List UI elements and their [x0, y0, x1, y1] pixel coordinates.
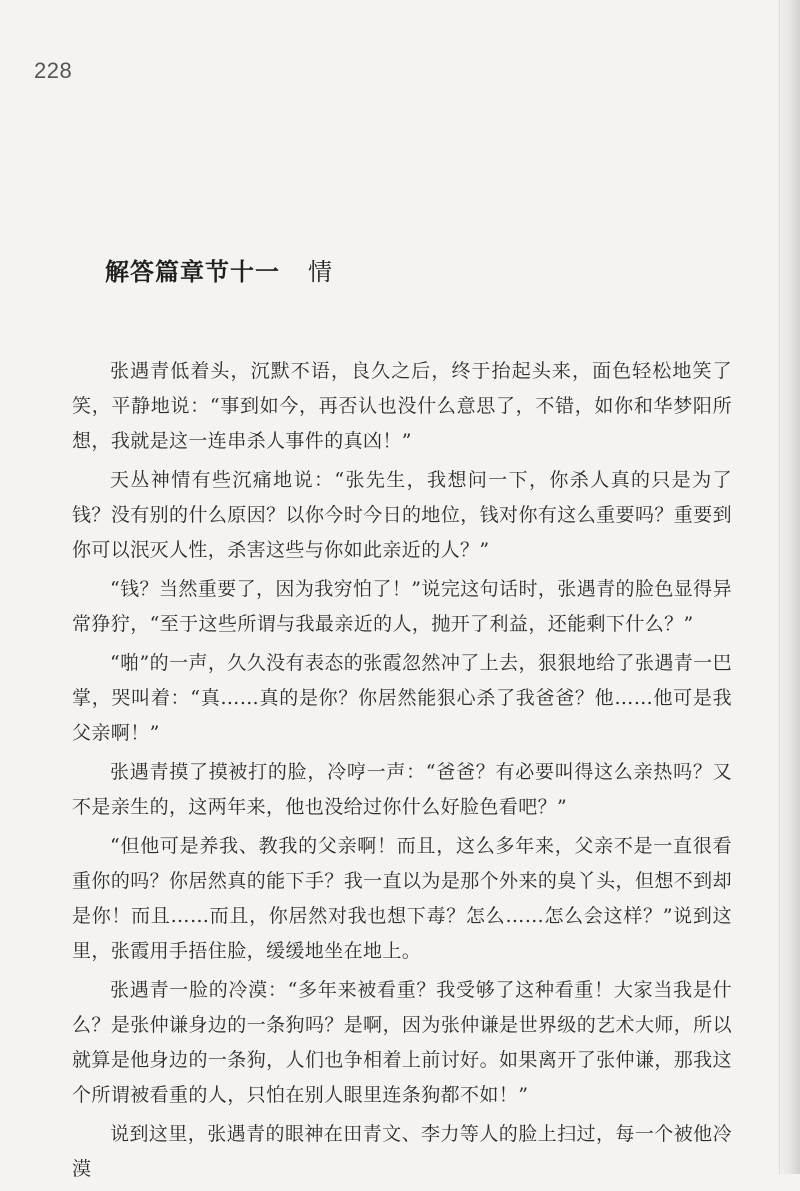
paragraph: “啪”的一声，久久没有表态的张霞忽然冲了上去，狠狠地给了张遇青一巴掌，哭叫着：“真……真的是你？你居然能狠心杀了我爸爸？他……他可是我父亲啊！”: [72, 652, 732, 744]
paragraph: 张遇青低着头，沉默不语，良久之后，终于抬起头来，面色轻松地笑了笑，平静地说：“事到如今，再否认也没什么意思了，不错，如你和华梦阳所想，我就是这一连串杀人事件的真凶！”: [72, 360, 732, 452]
paragraph: 天丛神情有些沉痛地说：“张先生，我想问一下，你杀人真的只是为了钱？没有别的什么原因？以你今时今日的地位，钱对你有这么重要吗？重要到你可以泯灭人性，杀害这些与你如此亲近的人？”: [72, 469, 732, 561]
page-number: 228: [34, 58, 73, 83]
chapter-label: 解答篇章节十一: [105, 258, 280, 286]
chapter-title-word: 情: [308, 258, 333, 286]
paragraph: “但他可是养我、教我的父亲啊！而且，这么多年来，父亲不是一直很看重你的吗？你居然真的能下手？我一直以为是那个外来的臭丫头，但想不到却是你！而且……而且，你居然对我也想下毒？怎么……怎么会这样？”说到这里，张霞用手捂住脸，缓缓地坐在地上。: [72, 835, 732, 962]
paragraph: 张遇青摸了摸被打的脸，冷哼一声：“爸爸？有必要叫得这么亲热吗？又不是亲生的，这两年来，他也没给过你什么好脸色看吧？”: [72, 761, 732, 818]
paragraph: 张遇青一脸的冷漠：“多年来被看重？我受够了这种看重！大家当我是什么？是张仲谦身边的一条狗吗？是啊，因为张仲谦是世界级的艺术大师，所以就算是他身边的一条狗，人们也争相着上前讨好。如果离开了张仲谦，那我这个所谓被看重的人，只怕在别人眼里连条狗都不如！”: [72, 979, 732, 1106]
chapter-title: [105, 252, 333, 287]
paragraph: “钱？当然重要了，因为我穷怕了！”说完这句话时，张遇青的脸色显得异常狰狞，“至于这些所谓与我最亲近的人，抛开了利益，还能剩下什么？”: [72, 578, 732, 635]
body-text: [72, 354, 732, 1191]
paragraph: 说到这里，张遇青的眼神在田青文、李力等人的脸上扫过，每一个被他冷漠: [72, 1123, 732, 1180]
page-fold-line: [779, 0, 780, 1174]
